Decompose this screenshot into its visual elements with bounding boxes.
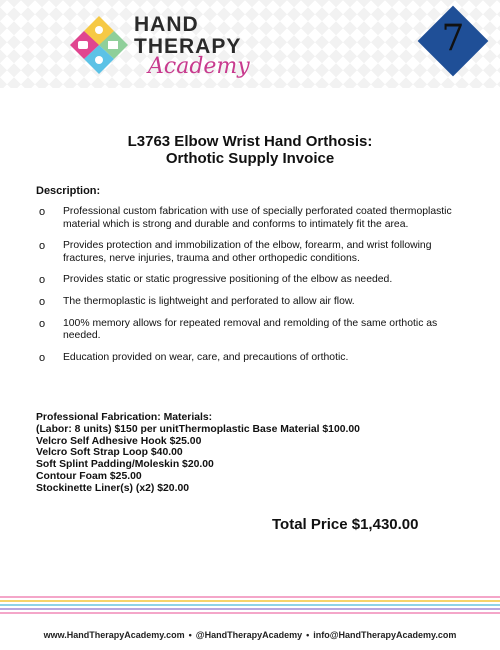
logo-text-hand: HAND — [134, 13, 199, 36]
fabrication-heading: Professional Fabrication: Materials: — [36, 412, 213, 423]
footer-handle-link[interactable]: @HandTherapyAcademy — [195, 630, 303, 640]
page-number: 7 — [441, 18, 465, 59]
footer-separator: • — [188, 630, 192, 640]
document-subtitle: Orthotic Supply Invoice — [165, 150, 335, 167]
fabrication-line: Velcro Self Adhesive Hook $25.00 — [36, 435, 202, 447]
description-item — [36, 206, 466, 231]
description-item-text: Provides static or static progressive positioning of the elbow as needed. — [63, 274, 393, 286]
bullet-icon: o — [39, 240, 46, 253]
description-item — [36, 352, 466, 365]
footer-separator: • — [306, 630, 310, 640]
bullet-icon: o — [39, 295, 46, 308]
footer-stripes — [0, 596, 500, 616]
stripe — [0, 608, 500, 610]
fabrication-line: Stockinette Liner(s) (x2) $20.00 — [36, 482, 190, 494]
description-label: Description: — [36, 185, 101, 197]
description-item-text: The thermoplastic is lightweight and perforated to allow air flow. — [63, 295, 355, 307]
footer-website-link[interactable]: www.HandTherapyAcademy.com — [43, 630, 185, 640]
description-item — [36, 296, 466, 309]
document-title: L3763 Elbow Wrist Hand Orthosis: — [127, 133, 373, 150]
footer — [0, 630, 500, 640]
description-item-text: 100% memory allows for repeated removal and remolding of the same orthotic as needed. — [63, 317, 438, 342]
description-item-text: Professional custom fabrication with use of specially perforated coated thermoplastic material which is strong and durable and conforms to intimately fit the area. — [63, 206, 452, 230]
bullet-icon: o — [39, 274, 46, 287]
bullet-icon: o — [39, 351, 46, 364]
fabrication-line: Contour Foam $25.00 — [36, 470, 142, 482]
footer-email-link[interactable]: info@HandTherapyAcademy.com — [313, 630, 457, 640]
total-price: Total Price $1,430.00 — [272, 516, 419, 533]
stripe — [0, 612, 500, 614]
hand-therapy-academy-logo — [68, 12, 250, 79]
description-item — [36, 274, 466, 287]
stripe — [0, 600, 500, 602]
bullet-icon: o — [39, 317, 46, 330]
description-list — [36, 206, 466, 373]
description-item-text: Education provided on wear, care, and precautions of orthotic. — [63, 351, 349, 363]
logo-text-academy: Academy — [148, 54, 250, 79]
fabrication-materials — [36, 412, 360, 495]
description-item-text: Provides protection and immobilization of the elbow, forearm, and wrist following fractures, nerve injuries, trauma and other orthopedic conditions. — [63, 240, 432, 264]
fabrication-line: Velcro Soft Strap Loop $40.00 — [36, 447, 183, 459]
page-number-badge — [418, 6, 488, 76]
description-item — [36, 318, 466, 343]
logo-text-therapy: THERAPY — [134, 35, 242, 58]
stripe — [0, 596, 500, 598]
fabrication-line: (Labor: 8 units) $150 per unitThermoplastic Base Material $100.00 — [36, 423, 360, 435]
logo-diamond-icon — [68, 14, 130, 76]
description-item — [36, 240, 466, 265]
bullet-icon: o — [39, 206, 46, 218]
stripe — [0, 604, 500, 606]
fabrication-line: Soft Splint Padding/Moleskin $20.00 — [36, 459, 214, 471]
